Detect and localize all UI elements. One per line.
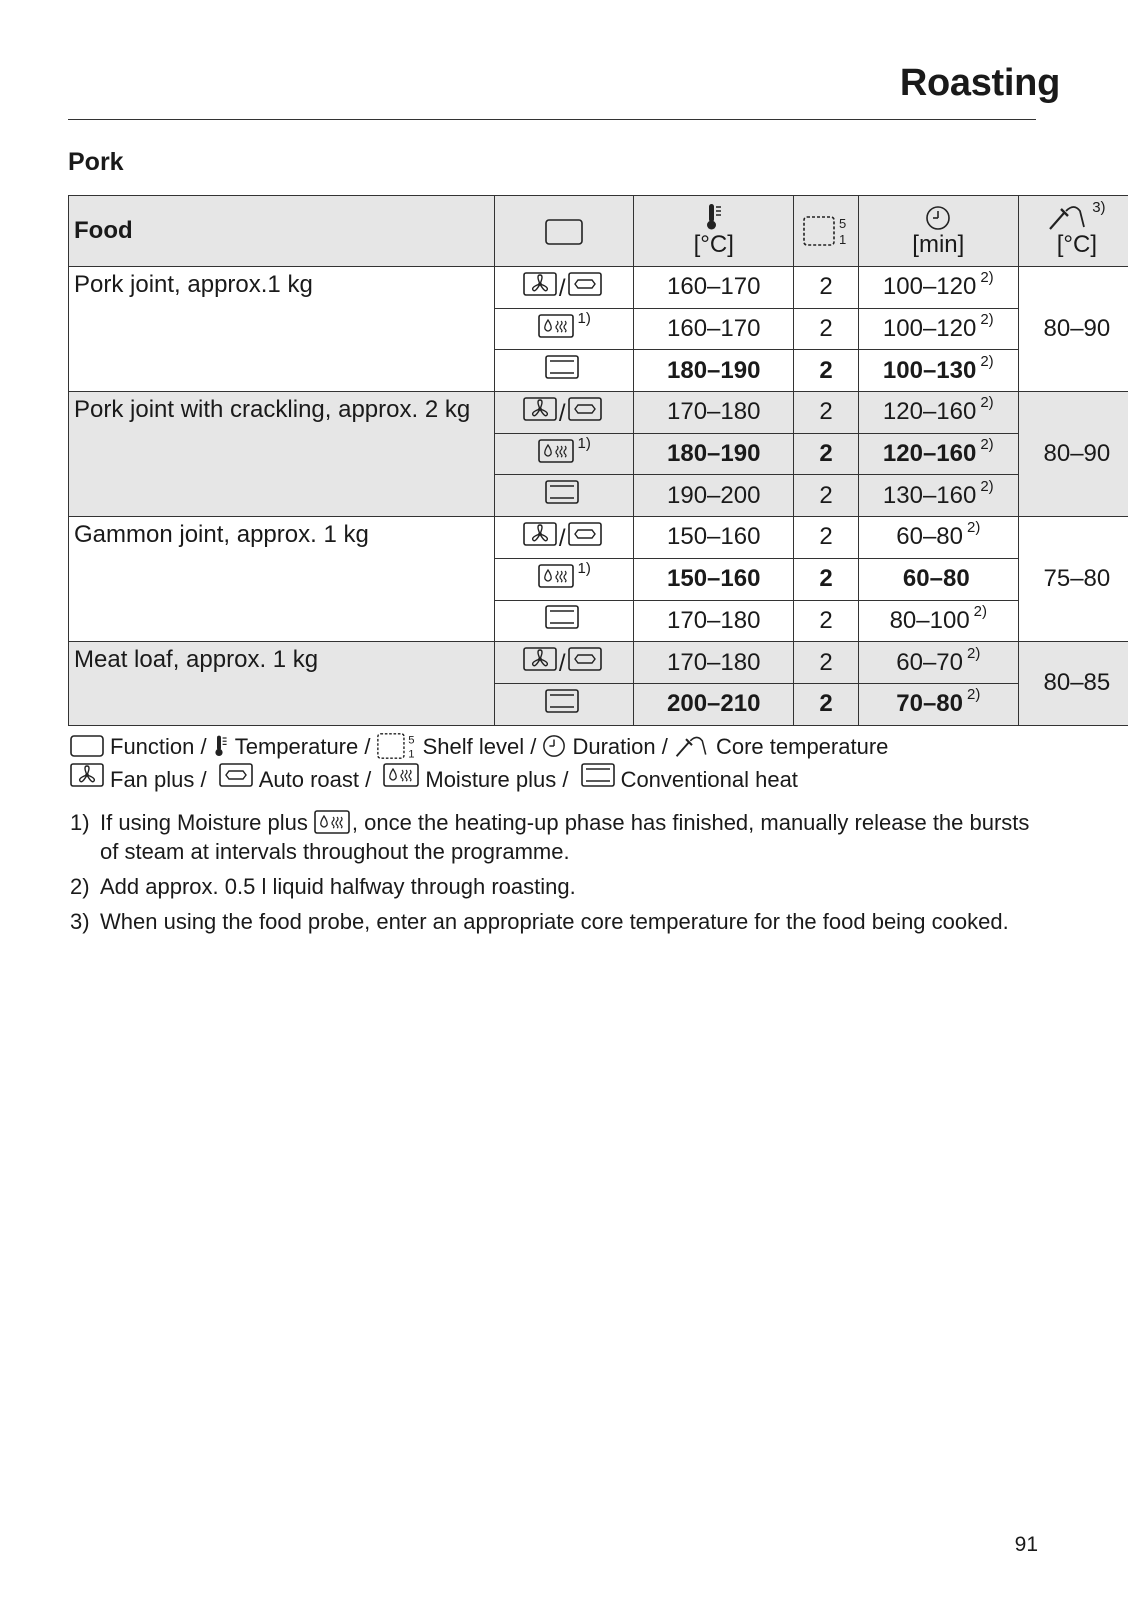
footnote-label: 2)	[70, 874, 90, 899]
temperature-column-header	[634, 196, 794, 267]
shelf-cell: 2	[794, 350, 859, 392]
shelf-cell: 2	[794, 475, 859, 517]
temperature-cell: 170–180	[634, 392, 794, 434]
duration-value: 100–130	[882, 356, 977, 384]
icon-separator: /	[558, 524, 566, 552]
legend-auto-roast: Auto roast /	[258, 767, 372, 792]
temperature-cell: 160–170	[634, 267, 794, 309]
legend-function: Function /	[110, 734, 207, 759]
shelf-level-icon	[377, 732, 417, 760]
duration-footnote-ref: 2)	[967, 644, 981, 662]
temperature-cell: 150–160	[634, 517, 794, 559]
temperature-cell: 190–200	[634, 475, 794, 517]
icon-separator: /	[558, 274, 566, 302]
icon-legend	[70, 730, 888, 796]
duration-cell	[858, 475, 1018, 517]
auto-roast-icon	[568, 522, 602, 546]
duration-value: 120–160	[882, 440, 977, 468]
shelf-cell: 2	[794, 600, 859, 642]
moisture-plus-icon	[538, 439, 574, 463]
duration-cell	[858, 517, 1018, 559]
duration-cell	[858, 308, 1018, 350]
shelf-cell: 2	[794, 558, 859, 600]
temperature-cell: 150–160	[634, 558, 794, 600]
core-temperature-unit: [°C]	[1056, 231, 1098, 259]
shelf-cell: 2	[794, 433, 859, 475]
legend-fan-plus: Fan plus /	[110, 767, 207, 792]
function-cell	[495, 683, 634, 725]
duration-value: 100–120	[882, 315, 977, 343]
core-footnote-ref: 3)	[1092, 198, 1106, 216]
duration-column-header	[858, 196, 1018, 267]
fan-plus-icon	[523, 397, 557, 421]
duration-value: 60–80	[902, 565, 970, 593]
duration-footnote-ref: 2)	[967, 686, 981, 704]
function-footnote-ref: 1)	[577, 559, 591, 577]
footnote-text-end: , once the heating-up phase has finished, manually release the bursts of steam at intervals throughout the programme.	[100, 810, 1030, 864]
page-title: Roasting	[899, 62, 1060, 104]
temperature-cell: 170–180	[634, 642, 794, 684]
footnote-label: 3)	[70, 909, 90, 934]
shelf-cell: 2	[794, 392, 859, 434]
duration-footnote-ref: 2)	[980, 352, 994, 370]
table-row	[69, 267, 1128, 309]
duration-value: 100–120	[882, 273, 977, 301]
legend-temperature: Temperature /	[234, 734, 371, 759]
duration-footnote-ref: 2)	[980, 394, 994, 412]
function-cell	[495, 475, 634, 517]
shelf-cell: 2	[794, 517, 859, 559]
duration-value: 60–70	[896, 648, 963, 676]
function-cell	[495, 558, 634, 600]
food-probe-icon	[1048, 203, 1088, 231]
icon-separator: /	[558, 650, 566, 678]
temperature-cell: 180–190	[634, 350, 794, 392]
table-header-row	[69, 196, 1128, 267]
core-temperature-cell: 80–90	[1018, 392, 1128, 517]
temperature-cell: 170–180	[634, 600, 794, 642]
shelf-cell: 2	[794, 683, 859, 725]
auto-roast-icon	[568, 397, 602, 421]
shelf-cell: 2	[794, 308, 859, 350]
icon-separator: /	[558, 399, 566, 427]
duration-unit: [min]	[912, 231, 965, 258]
function-column-header	[495, 196, 634, 267]
function-icon	[545, 219, 583, 245]
food-column-header: Food	[69, 196, 495, 267]
duration-cell	[858, 350, 1018, 392]
food-cell: Meat loaf, approx. 1 kg	[69, 642, 495, 725]
footnotes	[70, 808, 1050, 942]
conventional-heat-icon	[581, 763, 615, 787]
auto-roast-icon	[219, 763, 253, 787]
duration-cell	[858, 642, 1018, 684]
temperature-cell: 200–210	[634, 683, 794, 725]
footnote-text-start: If using Moisture plus	[100, 810, 308, 835]
function-cell	[495, 600, 634, 642]
function-cell	[495, 267, 634, 309]
duration-value: 60–80	[896, 523, 963, 551]
clock-icon	[542, 734, 566, 758]
svg-text:1: 1	[839, 232, 847, 247]
duration-cell	[858, 392, 1018, 434]
footnote-text-start: When using the food probe, enter an appropriate core temperature for the food being cooked.	[100, 909, 1009, 934]
function-cell	[495, 433, 634, 475]
function-cell	[495, 642, 634, 684]
duration-value: 130–160	[882, 481, 977, 509]
food-cell: Pork joint with crackling, approx. 2 kg	[69, 392, 495, 517]
core-temperature-cell: 80–90	[1018, 267, 1128, 392]
function-icon	[70, 735, 104, 757]
function-cell	[495, 308, 634, 350]
legend-core-temperature: Core temperature	[715, 734, 889, 759]
function-cell	[495, 350, 634, 392]
duration-footnote-ref: 2)	[980, 436, 994, 454]
core-temperature-cell: 75–80	[1018, 517, 1128, 642]
temperature-cell: 160–170	[634, 308, 794, 350]
duration-cell	[858, 433, 1018, 475]
duration-footnote-ref: 2)	[980, 477, 994, 495]
duration-footnote-ref: 2)	[980, 311, 994, 329]
roasting-table	[68, 195, 1128, 726]
footnote-item	[70, 872, 1050, 901]
conventional-heat-icon	[545, 689, 579, 713]
duration-value: 80–100	[889, 606, 970, 634]
function-cell	[495, 517, 634, 559]
footnote-item	[70, 808, 1050, 866]
fan-plus-icon	[523, 522, 557, 546]
footnote-text	[100, 872, 576, 901]
footnote-text-start: Add approx. 0.5 l liquid halfway through roasting.	[100, 874, 576, 899]
shelf-column-header	[794, 196, 859, 267]
legend-conventional-heat: Conventional heat	[620, 767, 798, 792]
svg-text:5: 5	[407, 734, 415, 747]
function-cell	[495, 392, 634, 434]
core-temperature-cell: 80–85	[1018, 642, 1128, 725]
duration-value: 70–80	[896, 690, 963, 718]
duration-value: 120–160	[882, 398, 977, 426]
fan-plus-icon	[523, 272, 557, 296]
page-number: 91	[1014, 1533, 1038, 1556]
duration-cell	[858, 267, 1018, 309]
moisture-plus-icon	[314, 810, 350, 834]
duration-footnote-ref: 2)	[967, 519, 981, 537]
conventional-heat-icon	[545, 355, 579, 379]
legend-line-1	[70, 730, 888, 763]
auto-roast-icon	[568, 272, 602, 296]
svg-text:1: 1	[407, 748, 415, 761]
shelf-cell: 2	[794, 267, 859, 309]
table-body	[69, 267, 1128, 726]
fan-plus-icon	[70, 763, 104, 787]
temperature-cell: 180–190	[634, 433, 794, 475]
table-row	[69, 392, 1128, 434]
moisture-plus-icon	[538, 314, 574, 338]
conventional-heat-icon	[545, 605, 579, 629]
temperature-unit: [°C]	[693, 231, 734, 259]
legend-moisture-plus: Moisture plus /	[425, 767, 569, 792]
legend-duration: Duration /	[572, 734, 668, 759]
conventional-heat-icon	[545, 480, 579, 504]
thermometer-icon	[213, 734, 229, 758]
footnote-item	[70, 907, 1050, 936]
table-row	[69, 642, 1128, 684]
duration-cell	[858, 600, 1018, 642]
svg-text:5: 5	[839, 216, 847, 231]
title-divider	[68, 119, 1036, 120]
auto-roast-icon	[568, 647, 602, 671]
clock-icon	[925, 205, 951, 231]
legend-shelf-level: Shelf level /	[422, 734, 537, 759]
footnote-text	[100, 907, 1009, 936]
duration-cell	[858, 558, 1018, 600]
footnote-text	[100, 808, 1050, 866]
food-probe-icon	[674, 734, 710, 758]
duration-cell	[858, 683, 1018, 725]
moisture-plus-icon	[383, 763, 419, 787]
duration-footnote-ref: 2)	[980, 269, 994, 287]
section-title: Pork	[68, 148, 124, 176]
footnote-label: 1)	[70, 810, 90, 835]
function-footnote-ref: 1)	[577, 434, 591, 452]
food-cell: Pork joint, approx.1 kg	[69, 267, 495, 392]
food-cell: Gammon joint, approx. 1 kg	[69, 517, 495, 642]
shelf-cell: 2	[794, 642, 859, 684]
function-footnote-ref: 1)	[577, 309, 591, 327]
core-temperature-column-header	[1018, 196, 1128, 267]
thermometer-icon	[704, 203, 724, 231]
shelf-level-icon	[803, 215, 849, 247]
table-row	[69, 517, 1128, 559]
duration-footnote-ref: 2)	[973, 602, 988, 620]
moisture-plus-icon	[538, 564, 574, 588]
fan-plus-icon	[523, 647, 557, 671]
legend-line-2	[70, 763, 888, 796]
